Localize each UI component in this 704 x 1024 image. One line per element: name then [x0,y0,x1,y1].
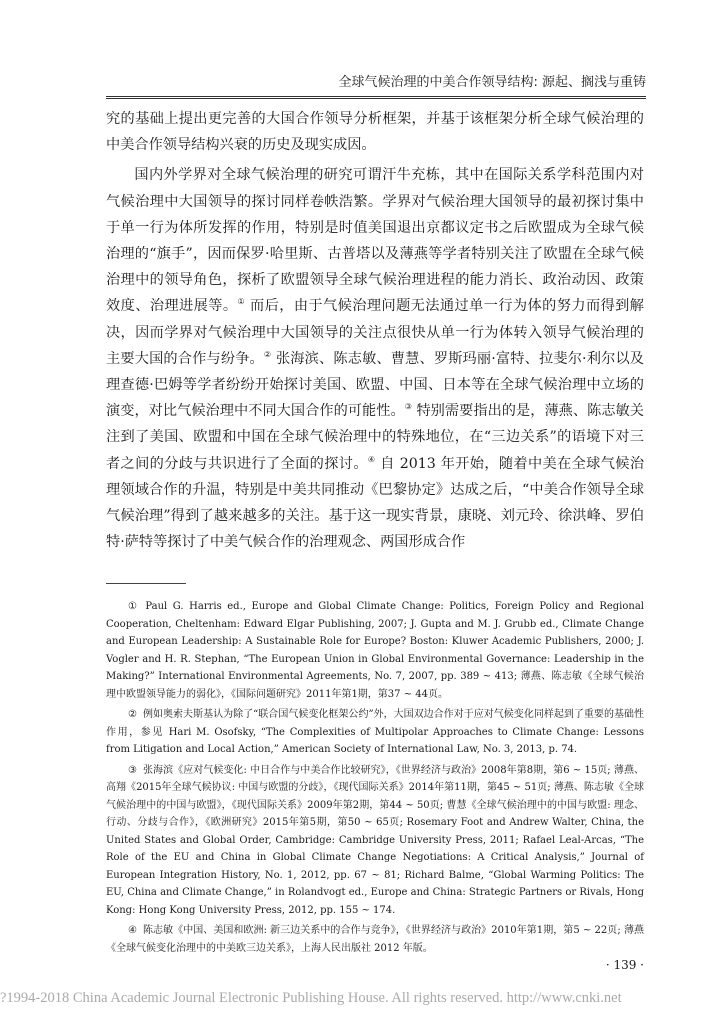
main-text [106,106,644,555]
footnotes [106,598,644,960]
paragraph-literature-review [106,162,644,555]
footnote-ref-3[interactable]: ③ [404,402,412,412]
footnote-text: 陈志敏《中国、美国和欧洲: 新三边关系中的合作与竞争》，《世界经济与政治》2010年第1期，第5 ~ 22页; 薄燕《全球气候变化治理中的中美欧三边关系》，上海人民出版社 2012 年版。 [106,925,644,954]
footnote-3 [106,762,644,920]
paragraph-segment: 张海滨、陈志敏、曹慧、罗斯玛丽·富特、拉斐尔·利尔以及理查德·巴姆等学者纷纷开始探讨美国、欧盟、中国、日本等在全球气候治理中立场的演变，对比气候治理中不同大国合作的可能性。 [106,350,644,420]
paragraph-segment: 特别需要指出的是，薄燕、陈志敏关注到了美国、欧盟和中国在全球气候治理中的特殊地位，在“三边关系”的语境下对三者之间的分歧与共识进行了全面的探讨。 [106,403,644,472]
footnote-ref-1[interactable]: ① [237,297,246,307]
running-header: 全球气候治理的中美合作领导结构: 源起、搁浅与重铸 [338,75,646,90]
footnote-1 [106,598,644,703]
page-number: · 139 · [605,958,644,972]
copyright-watermark: ?1994-2018 China Academic Journal Electronic Publishing House. All rights reserved. http://www.cnki.net [0,990,622,1006]
footnote-marker: ② [128,709,137,720]
footnote-marker: ③ [128,764,138,776]
header-rule-secondary [106,98,646,99]
footnote-marker: ① [128,601,140,612]
footnote-ref-4[interactable]: ④ [367,454,376,464]
footnote-separator [106,583,186,584]
footnote-text: Paul G. Harris ed., Europe and Global Climate Change: Politics, Foreign Policy and Regional Cooperation, Cheltenham: Edward Elgar Publishing, 2007; J. Gupta and M. J. Grubb ed., Climate Change and European Leadership: A Sustainable Role for Europe? Boston: Kluwer Academic Publishers, 2000; J. Vogler and H. R. Stephan, “The European Union in Global Environmental Governance: Leadership in the Making?” International Environmental Agreements, No. 7, 2007, pp. 389 ~ 413; 薄燕、陈志敏《全球气候治理中欧盟领导能力的弱化》，《国际问题研究》2011年第1期，第37 ~ 44页。 [106,601,644,700]
footnote-text: 例如奥索夫斯基认为除了“联合国气候变化框架公约”外，大国双边合作对于应对气候变化同样起到了重要的基础性作用，参见 Hari M. Osofsky, “The Complexities of Multipolar Approaches to Climate Change: Lessons from Litigation and Local Action,” American Society of International Law, No. 3, 2013, p. 74. [106,709,644,755]
paragraph-segment: 国内外学界对全球气候治理的研究可谓汗牛充栋，其中在国际关系学科范围内对气候治理中大国领导的探讨同样卷帙浩繁。学界对气候治理大国领导的最初探讨集中于单一行为体所发挥的作用，特别是时值美国退出京都议定书之后欧盟成为全球气候治理的“旗手”，因而保罗·哈里斯、古普塔以及薄燕等学者特别关注了欧盟在全球气候治理中的领导角色，探析了欧盟领导全球气候治理进程的能力消长、政治动因、政策效度、治理进展等。 [106,167,644,315]
footnote-marker: ④ [128,925,138,936]
footnote-2 [106,706,644,759]
footnote-text: 张海滨《应对气候变化: 中日合作与中美合作比较研究》，《世界经济与政治》2008年第8期，第6 ~ 15页; 薄燕、高翔《2015年全球气候协议: 中国与欧盟的分歧》，《现代国际关系》2014年第11期，第45 ~ 51页; 薄燕、陈志敏《全球气候治理中的中国与欧盟》，《现代国际关系》2009年第2期，第44 ~ 50页; 曹慧《全球气候治理中的中国与欧盟: 理念、行动、分歧与合作》，《欧洲研究》2015年第5期，第50 ~ 65页; Rosemary Foot and Andrew Walter, China, the United States and Global Order, Cambridge: Cambridge University Press, 2011; Rafael Leal-Arcas, “The Role of the EU and China in Global Climate Change Negotiations: A Critical Analysis,” Journal of European Integration History, No. 1, 2012, pp. 67 ~ 81; Richard Balme, “Global Warming Politics: The EU, China and Climate Change,” in Rolandvogt ed., Europe and China: Strategic Partners or Rivals, Hong Kong: Hong Kong University Press, 2012, pp. 155 ~ 174. [106,764,644,916]
footnote-ref-2[interactable]: ② [263,349,272,359]
header-rule [106,96,646,97]
paragraph-segment: 而后，由于气候治理问题无法通过单一行为体的努力而得到解决，因而学界对气候治理中大国领导的关注点很快从单一行为体转入领导气候治理的主要大国的合作与纷争。 [106,298,644,367]
paragraph-continuation: 究的基础上提出更完善的大国合作领导分析框架，并基于该框架分析全球气候治理的中美合作领导结构兴衰的历史及现实成因。 [106,111,644,154]
footnote-4 [106,922,644,957]
paragraph-segment: 自 2013 年开始，随着中美在全球气候治理领域合作的升温，特别是中美共同推动《巴黎协定》达成之后，“中美合作领导全球气候治理”得到了越来越多的关注。基于这一现实背景，康晓、刘元玲、徐洪峰、罗伯特·萨特等探讨了中美气候合作的治理观念、两国形成合作 [106,455,645,551]
